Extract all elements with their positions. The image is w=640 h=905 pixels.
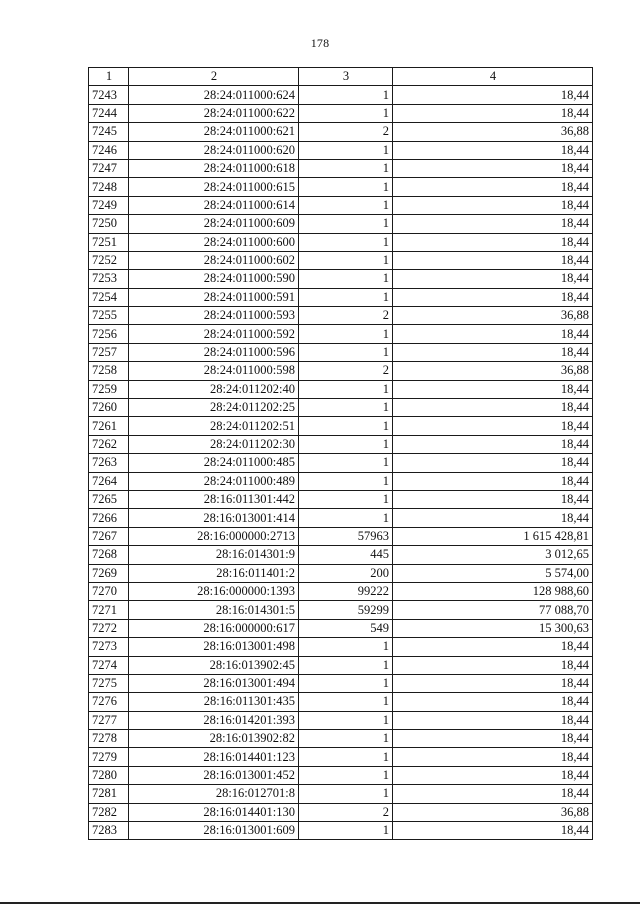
- amount-cell: 18,44: [393, 454, 593, 472]
- table-row: [89, 582, 593, 600]
- table-body: [89, 86, 593, 840]
- cadastral-number-cell: 28:24:011000:591: [129, 288, 299, 306]
- cadastral-number-cell: 28:24:011000:602: [129, 251, 299, 269]
- table-row: [89, 104, 593, 122]
- quantity-cell: 2: [299, 803, 393, 821]
- quantity-cell: 1: [299, 196, 393, 214]
- row-number-cell: 7266: [89, 509, 129, 527]
- row-number-cell: 7261: [89, 417, 129, 435]
- amount-cell: 36,88: [393, 123, 593, 141]
- amount-cell: 36,88: [393, 307, 593, 325]
- quantity-cell: 1: [299, 325, 393, 343]
- cadastral-number-cell: 28:24:011000:593: [129, 307, 299, 325]
- amount-cell: 18,44: [393, 822, 593, 840]
- row-number-cell: 7267: [89, 527, 129, 545]
- row-number-cell: 7247: [89, 159, 129, 177]
- cadastral-number-cell: 28:16:013001:414: [129, 509, 299, 527]
- table-row: [89, 730, 593, 748]
- amount-cell: 18,44: [393, 435, 593, 453]
- row-number-cell: 7283: [89, 822, 129, 840]
- amount-cell: 3 012,65: [393, 546, 593, 564]
- table-row: [89, 674, 593, 692]
- amount-cell: 18,44: [393, 159, 593, 177]
- cadastral-number-cell: 28:16:013001:452: [129, 766, 299, 784]
- table-row: [89, 288, 593, 306]
- quantity-cell: 2: [299, 307, 393, 325]
- table-row: [89, 803, 593, 821]
- table-row: [89, 196, 593, 214]
- cadastral-number-cell: 28:16:013902:45: [129, 656, 299, 674]
- table-row: [89, 251, 593, 269]
- table-row: [89, 380, 593, 398]
- amount-cell: 18,44: [393, 233, 593, 251]
- amount-cell: 18,44: [393, 251, 593, 269]
- row-number-cell: 7270: [89, 582, 129, 600]
- table-row: [89, 546, 593, 564]
- column-header-4: 4: [393, 68, 593, 86]
- table-row: [89, 711, 593, 729]
- cadastral-number-cell: 28:16:013902:82: [129, 730, 299, 748]
- row-number-cell: 7279: [89, 748, 129, 766]
- table-row: [89, 619, 593, 637]
- quantity-cell: 1: [299, 399, 393, 417]
- cadastral-number-cell: 28:24:011202:40: [129, 380, 299, 398]
- quantity-cell: 1: [299, 178, 393, 196]
- table-row: [89, 307, 593, 325]
- row-number-cell: 7265: [89, 490, 129, 508]
- quantity-cell: 1: [299, 656, 393, 674]
- cadastral-number-cell: 28:16:000000:617: [129, 619, 299, 637]
- column-header-3: 3: [299, 68, 393, 86]
- row-number-cell: 7280: [89, 766, 129, 784]
- quantity-cell: 1: [299, 141, 393, 159]
- amount-cell: 18,44: [393, 343, 593, 361]
- row-number-cell: 7272: [89, 619, 129, 637]
- amount-cell: 18,44: [393, 196, 593, 214]
- cadastral-number-cell: 28:24:011202:51: [129, 417, 299, 435]
- cadastral-number-cell: 28:16:011401:2: [129, 564, 299, 582]
- cadastral-number-cell: 28:16:011301:442: [129, 490, 299, 508]
- amount-cell: 18,44: [393, 417, 593, 435]
- amount-cell: 18,44: [393, 711, 593, 729]
- amount-cell: 18,44: [393, 141, 593, 159]
- amount-cell: 5 574,00: [393, 564, 593, 582]
- amount-cell: 18,44: [393, 86, 593, 104]
- table-row: [89, 178, 593, 196]
- cadastral-number-cell: 28:24:011000:600: [129, 233, 299, 251]
- table-row: [89, 454, 593, 472]
- cadastral-number-cell: 28:24:011000:614: [129, 196, 299, 214]
- row-number-cell: 7269: [89, 564, 129, 582]
- cadastral-number-cell: 28:16:000000:2713: [129, 527, 299, 545]
- row-number-cell: 7271: [89, 601, 129, 619]
- quantity-cell: 1: [299, 343, 393, 361]
- quantity-cell: 2: [299, 362, 393, 380]
- amount-cell: 18,44: [393, 674, 593, 692]
- column-header-2: 2: [129, 68, 299, 86]
- row-number-cell: 7257: [89, 343, 129, 361]
- row-number-cell: 7244: [89, 104, 129, 122]
- cadastral-number-cell: 28:16:013001:494: [129, 674, 299, 692]
- amount-cell: 18,44: [393, 490, 593, 508]
- amount-cell: 18,44: [393, 215, 593, 233]
- quantity-cell: 1: [299, 251, 393, 269]
- quantity-cell: 1: [299, 233, 393, 251]
- row-number-cell: 7262: [89, 435, 129, 453]
- quantity-cell: 1: [299, 288, 393, 306]
- table-row: [89, 656, 593, 674]
- row-number-cell: 7273: [89, 638, 129, 656]
- row-number-cell: 7263: [89, 454, 129, 472]
- amount-cell: 18,44: [393, 748, 593, 766]
- row-number-cell: 7259: [89, 380, 129, 398]
- row-number-cell: 7278: [89, 730, 129, 748]
- amount-cell: 18,44: [393, 766, 593, 784]
- row-number-cell: 7277: [89, 711, 129, 729]
- table-row: [89, 159, 593, 177]
- cadastral-number-cell: 28:16:013001:609: [129, 822, 299, 840]
- quantity-cell: 445: [299, 546, 393, 564]
- table-row: [89, 362, 593, 380]
- table-row: [89, 748, 593, 766]
- table-row: [89, 343, 593, 361]
- quantity-cell: 200: [299, 564, 393, 582]
- amount-cell: 36,88: [393, 803, 593, 821]
- table-row: [89, 435, 593, 453]
- row-number-cell: 7264: [89, 472, 129, 490]
- table-header-row: [89, 68, 593, 86]
- cadastral-number-cell: 28:24:011000:609: [129, 215, 299, 233]
- table-row: [89, 785, 593, 803]
- row-number-cell: 7252: [89, 251, 129, 269]
- amount-cell: 18,44: [393, 325, 593, 343]
- amount-cell: 18,44: [393, 288, 593, 306]
- amount-cell: 18,44: [393, 472, 593, 490]
- table-row: [89, 490, 593, 508]
- cadastral-number-cell: 28:16:012701:8: [129, 785, 299, 803]
- row-number-cell: 7254: [89, 288, 129, 306]
- cadastral-number-cell: 28:24:011000:624: [129, 86, 299, 104]
- amount-cell: 18,44: [393, 638, 593, 656]
- table-row: [89, 822, 593, 840]
- amount-cell: 18,44: [393, 399, 593, 417]
- cadastral-number-cell: 28:16:011301:435: [129, 693, 299, 711]
- cadastral-number-cell: 28:24:011202:30: [129, 435, 299, 453]
- amount-cell: 18,44: [393, 693, 593, 711]
- page-number: 178: [310, 36, 330, 50]
- table-row: [89, 233, 593, 251]
- cadastral-number-cell: 28:24:011000:592: [129, 325, 299, 343]
- quantity-cell: 1: [299, 472, 393, 490]
- cadastral-number-cell: 28:16:014401:123: [129, 748, 299, 766]
- amount-cell: 36,88: [393, 362, 593, 380]
- table-row: [89, 86, 593, 104]
- quantity-cell: 1: [299, 417, 393, 435]
- table-row: [89, 472, 593, 490]
- cadastral-number-cell: 28:24:011000:485: [129, 454, 299, 472]
- table-row: [89, 527, 593, 545]
- row-number-cell: 7255: [89, 307, 129, 325]
- column-header-1: 1: [89, 68, 129, 86]
- quantity-cell: 1: [299, 490, 393, 508]
- quantity-cell: 2: [299, 123, 393, 141]
- row-number-cell: 7276: [89, 693, 129, 711]
- quantity-cell: 549: [299, 619, 393, 637]
- row-number-cell: 7248: [89, 178, 129, 196]
- row-number-cell: 7268: [89, 546, 129, 564]
- table-row: [89, 215, 593, 233]
- cadastral-number-cell: 28:16:000000:1393: [129, 582, 299, 600]
- table-row: [89, 123, 593, 141]
- table-row: [89, 564, 593, 582]
- row-number-cell: 7246: [89, 141, 129, 159]
- table-row: [89, 399, 593, 417]
- row-number-cell: 7245: [89, 123, 129, 141]
- row-number-cell: 7256: [89, 325, 129, 343]
- quantity-cell: 1: [299, 693, 393, 711]
- amount-cell: 18,44: [393, 785, 593, 803]
- amount-cell: 18,44: [393, 380, 593, 398]
- row-number-cell: 7258: [89, 362, 129, 380]
- table-row: [89, 141, 593, 159]
- cadastral-number-cell: 28:24:011000:590: [129, 270, 299, 288]
- amount-cell: 18,44: [393, 270, 593, 288]
- amount-cell: 18,44: [393, 509, 593, 527]
- cadastral-number-cell: 28:24:011000:615: [129, 178, 299, 196]
- amount-cell: 1 615 428,81: [393, 527, 593, 545]
- row-number-cell: 7281: [89, 785, 129, 803]
- cadastral-number-cell: 28:24:011000:622: [129, 104, 299, 122]
- cadastral-number-cell: 28:16:014201:393: [129, 711, 299, 729]
- quantity-cell: 1: [299, 86, 393, 104]
- row-number-cell: 7243: [89, 86, 129, 104]
- quantity-cell: 1: [299, 270, 393, 288]
- cadastral-number-cell: 28:24:011202:25: [129, 399, 299, 417]
- amount-cell: 128 988,60: [393, 582, 593, 600]
- amount-cell: 77 088,70: [393, 601, 593, 619]
- quantity-cell: 1: [299, 159, 393, 177]
- page-bottom-rule: [0, 902, 640, 904]
- quantity-cell: 1: [299, 380, 393, 398]
- cadastral-number-cell: 28:24:011000:489: [129, 472, 299, 490]
- cadastral-number-cell: 28:16:013001:498: [129, 638, 299, 656]
- amount-cell: 18,44: [393, 656, 593, 674]
- row-number-cell: 7282: [89, 803, 129, 821]
- cadastral-number-cell: 28:24:011000:598: [129, 362, 299, 380]
- row-number-cell: 7260: [89, 399, 129, 417]
- table-row: [89, 509, 593, 527]
- table-row: [89, 638, 593, 656]
- quantity-cell: 1: [299, 638, 393, 656]
- amount-cell: 18,44: [393, 730, 593, 748]
- row-number-cell: 7275: [89, 674, 129, 692]
- quantity-cell: 1: [299, 766, 393, 784]
- cadastral-number-cell: 28:16:014401:130: [129, 803, 299, 821]
- quantity-cell: 1: [299, 730, 393, 748]
- amount-cell: 18,44: [393, 178, 593, 196]
- amount-cell: 18,44: [393, 104, 593, 122]
- quantity-cell: 99222: [299, 582, 393, 600]
- cadastral-number-cell: 28:24:011000:618: [129, 159, 299, 177]
- row-number-cell: 7250: [89, 215, 129, 233]
- quantity-cell: 1: [299, 711, 393, 729]
- row-number-cell: 7274: [89, 656, 129, 674]
- table-row: [89, 417, 593, 435]
- quantity-cell: 1: [299, 674, 393, 692]
- amount-cell: 15 300,63: [393, 619, 593, 637]
- row-number-cell: 7249: [89, 196, 129, 214]
- table-row: [89, 766, 593, 784]
- quantity-cell: 59299: [299, 601, 393, 619]
- table-row: [89, 325, 593, 343]
- table-row: [89, 693, 593, 711]
- quantity-cell: 1: [299, 509, 393, 527]
- cadastral-number-cell: 28:16:014301:9: [129, 546, 299, 564]
- data-table: [88, 67, 593, 840]
- quantity-cell: 57963: [299, 527, 393, 545]
- table-row: [89, 270, 593, 288]
- quantity-cell: 1: [299, 748, 393, 766]
- table-row: [89, 601, 593, 619]
- quantity-cell: 1: [299, 822, 393, 840]
- quantity-cell: 1: [299, 454, 393, 472]
- quantity-cell: 1: [299, 104, 393, 122]
- cadastral-number-cell: 28:24:011000:621: [129, 123, 299, 141]
- cadastral-number-cell: 28:16:014301:5: [129, 601, 299, 619]
- quantity-cell: 1: [299, 785, 393, 803]
- quantity-cell: 1: [299, 435, 393, 453]
- row-number-cell: 7253: [89, 270, 129, 288]
- row-number-cell: 7251: [89, 233, 129, 251]
- quantity-cell: 1: [299, 215, 393, 233]
- cadastral-number-cell: 28:24:011000:596: [129, 343, 299, 361]
- cadastral-number-cell: 28:24:011000:620: [129, 141, 299, 159]
